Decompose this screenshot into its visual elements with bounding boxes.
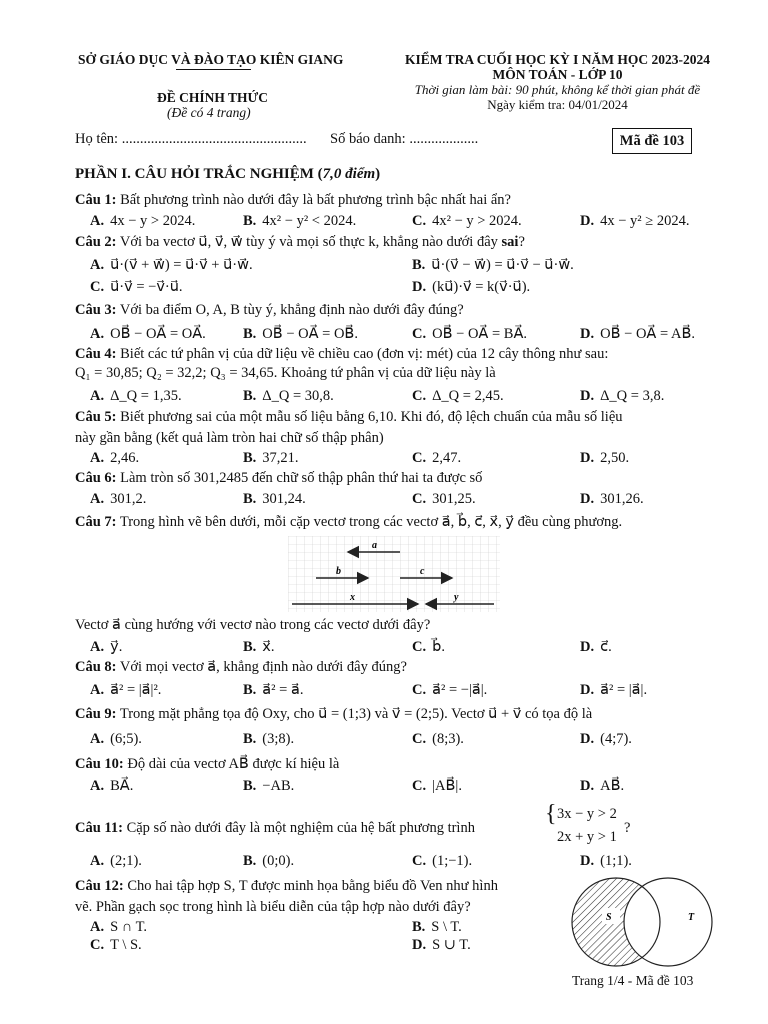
q3-option-c[interactable]: C. OB⃗ − OA⃗ = BA⃗. xyxy=(412,326,527,342)
q4-option-b[interactable]: B. Δ_Q = 30,8. xyxy=(243,388,334,404)
q3-option-d[interactable]: D. OB⃗ − OA⃗ = AB⃗. xyxy=(580,326,696,342)
q7-option-a[interactable]: A. y⃗. xyxy=(90,639,123,655)
question-10: Câu 10: Độ dài của vectơ AB⃗ được kí hiệu là xyxy=(75,756,340,772)
page-footer: Trang 1/4 - Mã đề 103 xyxy=(572,973,694,988)
pages-note: (Đề có 4 trang) xyxy=(167,105,251,120)
q12-option-d[interactable]: D. S ∪ T. xyxy=(412,937,471,953)
header-underline xyxy=(176,69,251,70)
question-4: Câu 4: Biết các tứ phân vị của dữ liệu về chiều cao (đơn vị: mét) của 12 cây thông như sau: xyxy=(75,346,609,362)
question-7-line-2: Vectơ a⃗ cùng hướng với vectơ nào trong các vectơ dưới đây? xyxy=(75,617,431,633)
q3-option-b[interactable]: B. OB⃗ − OA⃗ = OB⃗. xyxy=(243,326,359,342)
q1-option-a[interactable]: A. 4x − y > 2024. xyxy=(90,213,196,229)
q2-option-d[interactable]: D. (ku⃗)·v⃗ = k(v⃗·u⃗). xyxy=(412,279,531,295)
q1-option-b[interactable]: B. 4x² − y² < 2024. xyxy=(243,213,357,229)
venn-s-label: S xyxy=(606,912,612,923)
q4-option-a[interactable]: A. Δ_Q = 1,35. xyxy=(90,388,182,404)
exam-date: Ngày kiểm tra: 04/01/2024 xyxy=(487,97,628,112)
system-line-2: 2x + y > 1 xyxy=(557,829,617,845)
system-brace: { xyxy=(545,801,557,827)
question-3: Câu 3: Với ba điểm O, A, B tùy ý, khẳng định nào dưới đây đúng? xyxy=(75,302,464,318)
q2-option-a[interactable]: A. u⃗·(v⃗ + w⃗) = u⃗·v⃗ + u⃗·w⃗. xyxy=(90,257,253,273)
official-label: ĐỀ CHÍNH THỨC xyxy=(157,90,269,105)
q4-option-d[interactable]: D. Δ_Q = 3,8. xyxy=(580,388,665,404)
q11-option-d[interactable]: D. (1;1). xyxy=(580,853,632,869)
name-field: Họ tên: ................................................... xyxy=(75,131,307,147)
q12-option-c[interactable]: C. T \ S. xyxy=(90,937,142,953)
venn-diagram xyxy=(566,872,718,972)
question-1 xyxy=(75,192,511,209)
question-11: Câu 11: Cặp số nào dưới đây là một nghiệm của hệ bất phương trình xyxy=(75,820,475,836)
q4-option-c[interactable]: C. Δ_Q = 2,45. xyxy=(412,388,504,404)
q3-option-a[interactable]: A. OB⃗ − OA⃗ = OA⃗. xyxy=(90,326,206,342)
exam-code-box: Mã đề 103 xyxy=(612,128,692,154)
subject-title: MÔN TOÁN - LỚP 10 xyxy=(492,67,623,82)
q5-option-c[interactable]: C. 2,47. xyxy=(412,450,462,466)
q12-option-b[interactable]: B. S \ T. xyxy=(412,919,462,935)
department-name: SỞ GIÁO DỤC VÀ ĐÀO TẠO KIÊN GIANG xyxy=(78,52,344,67)
q2-option-c[interactable]: C. u⃗·v⃗ = −v⃗·u⃗. xyxy=(90,279,183,295)
question-2: Câu 2: Với ba vectơ u⃗, v⃗, w⃗ tùy ý và mọi số thực k, khẳng nào dưới đây sai? xyxy=(75,234,525,250)
q8-option-b[interactable]: B. a⃗² = a⃗. xyxy=(243,682,304,698)
duration-text: Thời gian làm bài: 90 phút, không kể thời gian phát đề xyxy=(414,82,701,97)
q1-option-c[interactable]: C. 4x² − y > 2024. xyxy=(412,213,522,229)
q10-option-c[interactable]: C. |AB⃗|. xyxy=(412,778,462,794)
q6-option-a[interactable]: A. 301,2. xyxy=(90,491,147,507)
system-question-mark: ? xyxy=(624,820,631,836)
q9-option-c[interactable]: C. (8;3). xyxy=(412,731,464,747)
system-line-1: 3x − y > 2 xyxy=(557,806,617,822)
question-12: Câu 12: Cho hai tập hợp S, T được minh họa bằng biểu đồ Ven như hình xyxy=(75,878,498,894)
q6-option-c[interactable]: C. 301,25. xyxy=(412,491,476,507)
question-12-line-2: vẽ. Phần gạch sọc trong hình là biểu diễn của tập hợp nào dưới đây? xyxy=(75,899,471,915)
q11-option-a[interactable]: A. (2;1). xyxy=(90,853,142,869)
section-points: 7,0 điểm xyxy=(322,166,376,182)
q5-option-d[interactable]: D. 2,50. xyxy=(580,450,630,466)
q1-option-d[interactable]: D. 4x − y² ≥ 2024. xyxy=(580,213,690,229)
q7-option-d[interactable]: D. c⃗. xyxy=(580,639,612,655)
question-6: Câu 6: Làm tròn số 301,2485 đến chữ số thập phân thứ hai ta được số xyxy=(75,470,483,486)
q5-option-b[interactable]: B. 37,21. xyxy=(243,450,299,466)
q10-option-d[interactable]: D. AB⃗. xyxy=(580,778,625,794)
q7-option-c[interactable]: C. b⃗. xyxy=(412,639,445,655)
question-5: Câu 5: Biết phương sai của một mẫu số liệu bằng 6,10. Khi đó, độ lệch chuẩn của mẫu số liệu xyxy=(75,409,623,425)
q7-option-b[interactable]: B. x⃗. xyxy=(243,639,275,655)
q6-option-d[interactable]: D. 301,26. xyxy=(580,491,644,507)
q2-option-b[interactable]: B. u⃗·(v⃗ − w⃗) = u⃗·v⃗ − u⃗·w⃗. xyxy=(412,257,574,273)
vector-a-label: a⃗ xyxy=(372,540,385,551)
question-4-line-2: Q₁ = 30,85; Q₂ = 32,2; Q₃ = 34,65. Khoảng tứ phân vị của dữ liệu này là xyxy=(75,365,496,381)
q10-option-b[interactable]: B. −AB. xyxy=(243,778,295,794)
question-9: Câu 9: Trong mặt phẳng tọa độ Oxy, cho u⃗ = (1;3) và v⃗ = (2;5). Vectơ u⃗ + v⃗ có tọa độ là xyxy=(75,706,593,722)
vector-b-label: b⃗ xyxy=(336,566,349,577)
vector-grid-figure xyxy=(288,536,500,612)
question-7: Câu 7: Trong hình vẽ bên dưới, mỗi cặp vectơ trong các vectơ a⃗, b⃗, c⃗, x⃗, y⃗ đều cùng phương. xyxy=(75,514,623,530)
question-8: Câu 8: Với mọi vectơ a⃗, khẳng định nào dưới đây đúng? xyxy=(75,659,407,675)
section-title xyxy=(75,166,380,183)
q8-option-a[interactable]: A. a⃗² = |a⃗|². xyxy=(90,682,162,698)
vector-y-label: y⃗ xyxy=(454,592,467,603)
q8-option-d[interactable]: D. a⃗² = |a⃗|. xyxy=(580,682,648,698)
venn-t-label: T xyxy=(688,912,695,923)
vector-c-label: c⃗ xyxy=(420,566,433,577)
exam-title: KIỂM TRA CUỐI HỌC KỲ I NĂM HỌC 2023-2024 xyxy=(404,52,710,67)
q9-option-b[interactable]: B. (3;8). xyxy=(243,731,295,747)
question-label: Câu 1: xyxy=(75,192,117,208)
q10-option-a[interactable]: A. BA⃗. xyxy=(90,778,134,794)
q9-option-a[interactable]: A. (6;5). xyxy=(90,731,142,747)
q12-option-a[interactable]: A. S ∩ T. xyxy=(90,919,148,935)
q9-option-d[interactable]: D. (4;7). xyxy=(580,731,632,747)
vector-x-label: x⃗ xyxy=(350,592,363,603)
q5-option-a[interactable]: A. 2,46. xyxy=(90,450,140,466)
q11-option-b[interactable]: B. (0;0). xyxy=(243,853,295,869)
question-5-line-2: này gần bằng (kết quả làm tròn hai chữ số thập phân) xyxy=(75,430,384,446)
candidate-id-field: Số báo danh: ................... xyxy=(330,131,479,147)
question-text: Bất phương trình nào dưới đây là bất phương trình bậc nhất hai ẩn? xyxy=(120,192,511,208)
q6-option-b[interactable]: B. 301,24. xyxy=(243,491,306,507)
section-title-text: PHẦN I. CÂU HỎI TRẮC NGHIỆM ( xyxy=(75,166,323,182)
q8-option-c[interactable]: C. a⃗² = −|a⃗|. xyxy=(412,682,488,698)
section-title-close: ) xyxy=(375,166,381,182)
q11-option-c[interactable]: C. (1;−1). xyxy=(412,853,473,869)
grid-background xyxy=(288,536,500,612)
